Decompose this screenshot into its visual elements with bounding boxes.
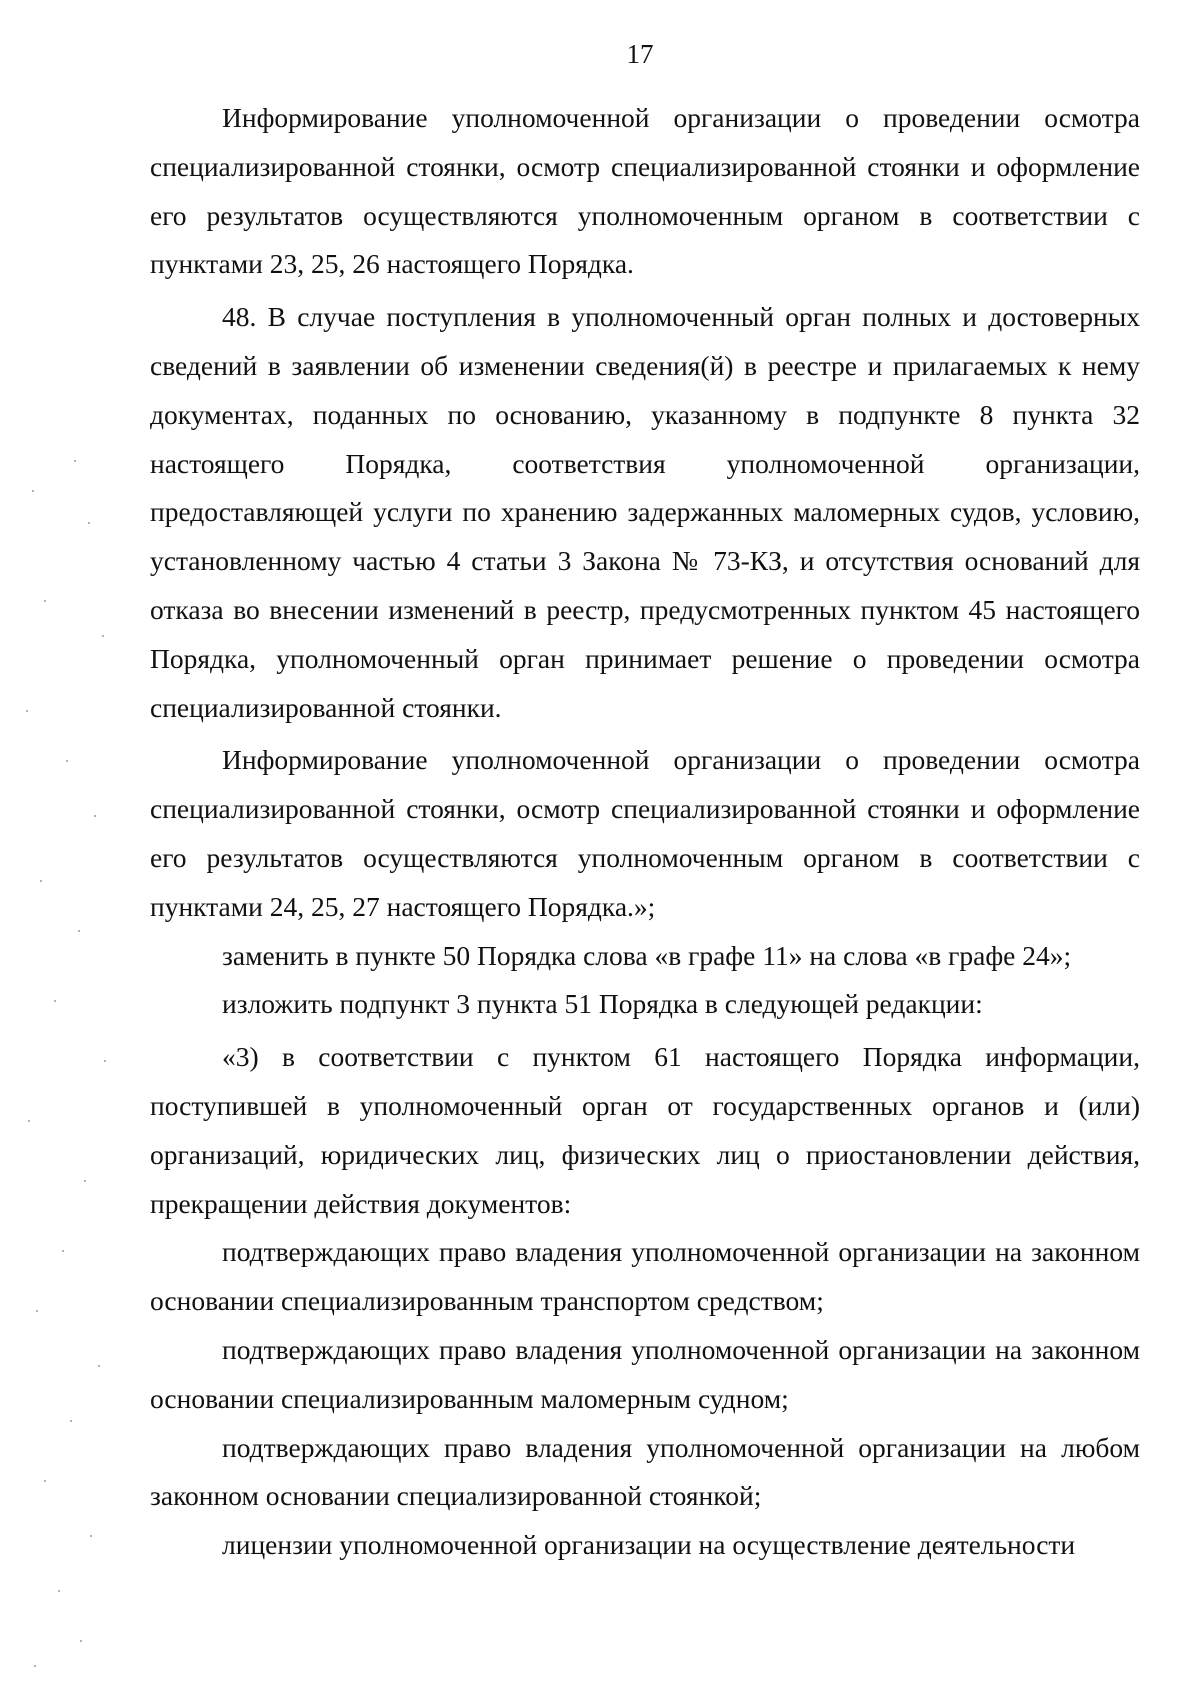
scan-speck — [32, 490, 34, 492]
paragraph-subclause-3: «3) в соответствии с пунктом 61 настоящего Порядка информации, поступившей в уполномоченный орган от государственных органов и (или) организаций, юридических лиц, физических лиц о приостановлении действия, прекращении действия документов: — [150, 1041, 1140, 1219]
scan-speck — [90, 1535, 92, 1537]
list-item-transport: подтверждающих право владения уполномоченной организации на законном основании специализированным транспортом средством; — [150, 1236, 1140, 1317]
scan-speck — [28, 1120, 30, 1122]
document-body — [150, 94, 1140, 1570]
scan-speck — [44, 600, 46, 602]
scan-speck — [78, 930, 80, 932]
paragraph-replace-clause-50: заменить в пункте 50 Порядка слова «в графе 11» на слова «в графе 24»; — [222, 939, 1072, 971]
scan-speck — [66, 760, 68, 762]
scan-speck — [40, 880, 42, 882]
scan-margin-specks — [14, 460, 124, 1680]
scan-speck — [98, 1365, 100, 1367]
paragraph-clause-48: 48. В случае поступления в уполномоченный орган полных и достоверных сведений в заявлении об изменении сведения(й) в реестре и прилагаемых к нему документах, поданных по основанию, указанному в подпункте 8 пункта 32 настоящего Порядка, соответствия уполномоченной организации, предоставляющей услуги по хранению задержанных маломерных судов, условию, установленному частью 4 статьи 3 Закона № 73-КЗ, и отсутствия оснований для отказа во внесении изменений в реестр, предусмотренных пунктом 45 настоящего Порядка, уполномоченный орган принимает решение о проведении осмотра специализированной стоянки. — [150, 301, 1140, 723]
scan-speck — [88, 522, 90, 524]
scan-speck — [54, 1000, 56, 1002]
scan-speck — [70, 1420, 72, 1422]
list-item-license: лицензии уполномоченной организации на осуществление деятельности — [222, 1529, 1076, 1561]
scan-speck — [62, 1250, 64, 1252]
scan-speck — [94, 815, 96, 817]
scan-speck — [36, 1310, 38, 1312]
page-number: 17 — [626, 39, 654, 69]
scan-speck — [102, 635, 104, 637]
list-item-small-vessel: подтверждающих право владения уполномоченной организации на законном основании специализированным маломерным судном; — [150, 1333, 1140, 1414]
scan-speck — [74, 460, 76, 462]
scan-speck — [104, 1060, 106, 1062]
paragraph-inspection-info-1: Информирование уполномоченной организации о проведении осмотра специализированной стоянки, осмотр специализированной стоянки и оформление его результатов осуществляются уполномоченным органом в соответствии с пунктами 23, 25, 26 настоящего Порядка. — [150, 102, 1140, 280]
scan-speck — [34, 1665, 36, 1667]
list-item-parking: подтверждающих право владения уполномоченной организации на любом законном основании специализированной стоянкой; — [150, 1431, 1140, 1512]
paragraph-inspection-info-2: Информирование уполномоченной организации о проведении осмотра специализированной стоянки, осмотр специализированной стоянки и оформление его результатов осуществляются уполномоченным органом в соответствии с пунктами 24, 25, 27 настоящего Порядка.»; — [150, 744, 1140, 922]
scan-speck — [84, 1180, 86, 1182]
scan-speck — [44, 1480, 46, 1482]
scan-speck — [58, 1590, 60, 1592]
paragraph-restate-clause-51: изложить подпункт 3 пункта 51 Порядка в следующей редакции: — [222, 988, 983, 1020]
scan-speck — [26, 710, 28, 712]
scan-speck — [80, 1640, 82, 1642]
